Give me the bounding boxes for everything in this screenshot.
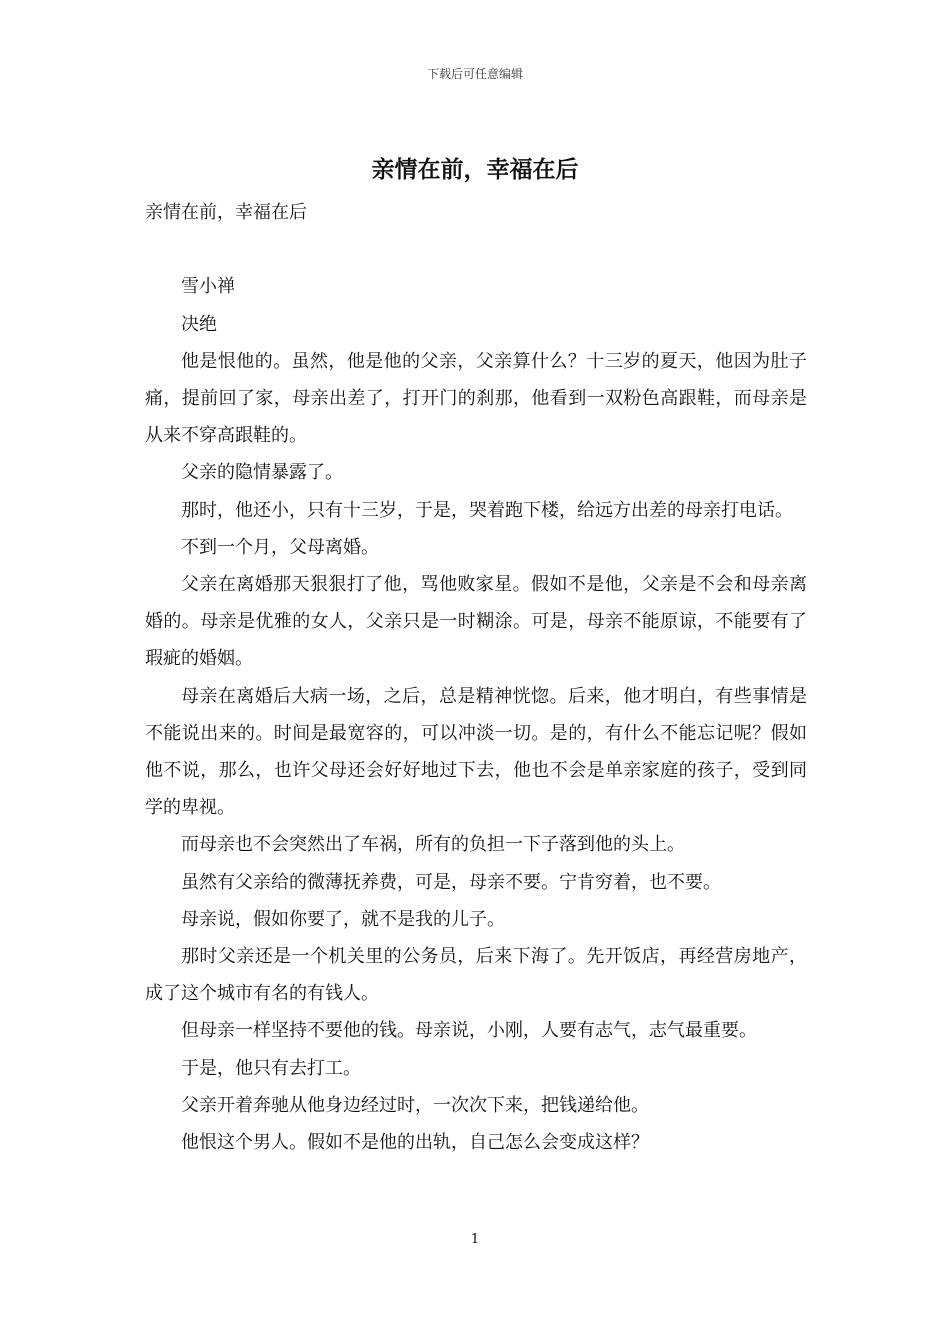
paragraph: 于是，他只有去打工。 (181, 1057, 361, 1079)
blank-line (145, 231, 807, 268)
document-body (145, 194, 807, 1161)
paragraph: 父亲在离婚那天狠狠打了他，骂他败家星。假如不是他，父亲是不会和母亲离婚的。母亲是优雅的女人，父亲只是一时糊涂。可是，母亲不能原谅，不能要有了瑕疵的婚姻。 (145, 574, 807, 670)
paragraph: 他恨这个男人。假如不是他的出轨，自己怎么会变成这样？ (181, 1132, 649, 1154)
paragraph: 他是恨他的。虽然，他是他的父亲，父亲算什么？十三岁的夏天，他因为肚子痛，提前回了家，母亲出差了，打开门的刹那，他看到一双粉色高跟鞋，而母亲是从来不穿高跟鞋的。 (145, 350, 807, 447)
paragraph: 不到一个月，父母离婚。 (181, 536, 379, 558)
paragraph: 那时，他还小，只有十三岁，于是，哭着跑下楼，给远方出差的母亲打电话。 (181, 499, 793, 521)
page-number: 1 (470, 1232, 480, 1247)
document-title: 亲情在前，幸福在后 (371, 156, 579, 183)
paragraph: 但母亲一样坚持不要他的钱。母亲说，小刚，人要有志气，志气最重要。 (181, 1020, 757, 1042)
paragraph: 母亲在离婚后大病一场，之后，总是精神恍惚。后来，他才明白，有些事情是不能说出来的。时间是最宽容的，可以冲淡一切。是的，有什么不能忘记呢？假如他不说，那么，也许父母还会好好地过下去，他也不会是单亲家庭的孩子，受到同学的卑视。 (145, 685, 807, 819)
paragraph: 父亲开着奔驰从他身边经过时，一次次下来，把钱递给他。 (181, 1094, 649, 1116)
author-name: 雪小禅 (181, 276, 235, 298)
paragraph: 那时父亲还是一个机关里的公务员，后来下海了。先开饭店，再经营房地产，成了这个城市有名的有钱人。 (145, 946, 807, 1005)
paragraph: 虽然有父亲给的微薄抚养费，可是，母亲不要。宁肯穷着，也不要。 (181, 871, 721, 893)
paragraph: 父亲的隐情暴露了。 (181, 462, 343, 484)
section-heading: 决绝 (181, 313, 217, 335)
page-header: 下载后可任意编辑 (426, 67, 523, 81)
paragraph: 而母亲也不会突然出了车祸，所有的负担一下子落到他的头上。 (181, 834, 685, 856)
document-subtitle: 亲情在前，幸福在后 (145, 202, 307, 223)
paragraph: 母亲说，假如你要了，就不是我的儿子。 (181, 908, 505, 930)
